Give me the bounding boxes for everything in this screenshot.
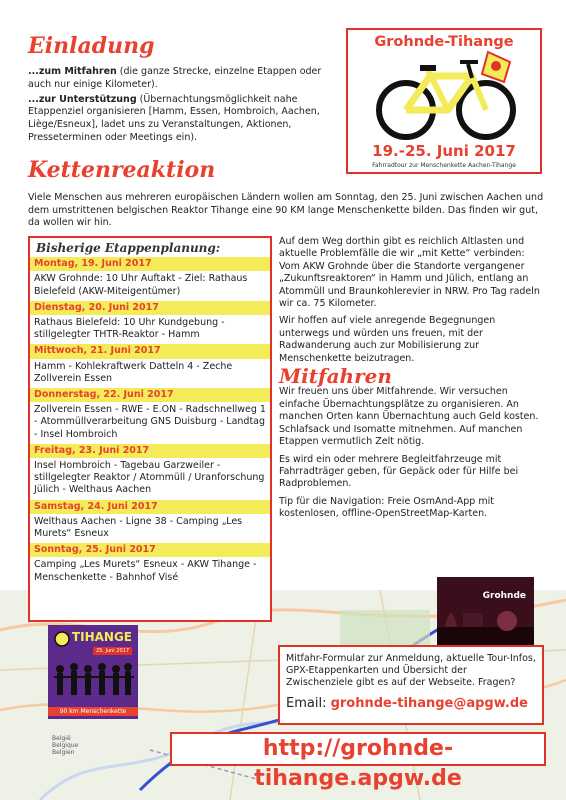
info-text: Mitfahr-Formular zur Anmeldung, aktuelle Tour-Infos, GPX-Etappenkarten und Übersicht der Zwischenziele gibt es auf der Webseite. Fragen? — [286, 653, 536, 689]
kettenreaktion-title: Kettenreaktion — [28, 157, 216, 183]
stage-desc-4: Zollverein Essen - RWE - E.ON - Radschnellweg 1 - Atommüllverarbeitung GNS Duisburg - Landtag - Insel Hombroich — [34, 404, 266, 440]
map-label-belgie: België — [52, 735, 71, 742]
photo-label: Grohnde — [482, 591, 526, 601]
people-chain-icon — [48, 625, 138, 719]
intro-bold-1: ...zum Mitfahren — [28, 66, 117, 77]
mitfahren-paragraph-1: Wir freuen uns über Mitfahrende. Wir versuchen einfache Übernachtungsplätze zu organisieren. An manchen Orten kann Übernachtung auch Geld kosten. Schlafsack und Isomatte mitnehmen. Auf manchen Etappen vermutlich Zelt nötig. — [279, 386, 539, 448]
logo-title: Grohnde-Tihange — [374, 34, 514, 50]
logo-dates: 19.-25. Juni 2017 — [372, 142, 516, 160]
map-label-belgien: Belgien — [52, 749, 75, 756]
stage-day-1: Montag, 19. Juni 2017 — [30, 257, 270, 271]
mitfahren-paragraph-3: Tip für die Navigation: Freie OsmAnd-App mit kostenlosen, offline-OpenStreetMap-Karten. — [279, 495, 494, 520]
intro-paragraph-2 — [28, 94, 346, 145]
mitfahren-title: Mitfahren — [279, 364, 392, 389]
logo-subtitle: Fahrradtour zur Menschenkette Aachen-Tihange — [372, 162, 516, 169]
info-box — [278, 645, 544, 725]
email-line — [286, 695, 536, 711]
plant-silhouette — [437, 577, 534, 652]
stage-desc-3: Hamm - Kohlekraftwerk Datteln 4 - Zeche Zollverein Essen — [34, 360, 233, 384]
stage-desc-2: Rathaus Bielefeld: 10 Uhr Kundgebung - stillgelegter THTR-Reaktor - Hamm — [34, 317, 225, 341]
stage-day-7: Sonntag, 25. Juni 2017 — [30, 543, 270, 557]
mitfahren-paragraph-2: Es wird ein oder mehrere Begleitfahrzeuge mit Fahrradträger geben, für Gepäck oder für Hilfe bei Radproblemen. — [279, 453, 519, 490]
right-column — [279, 236, 545, 526]
poster-date: 25. Juni 2017 — [93, 647, 132, 655]
map-label-belgique: Belgique — [52, 742, 79, 749]
stage-day-2: Dienstag, 20. Juni 2017 — [30, 301, 270, 315]
kettenreaktion-text: Viele Menschen aus mehreren europäischen Ländern wollen am Sonntag, den 25. Juni zwischen Aachen und dem umstrittenen belgischen Reaktor Tihange eine 90 KM lange Menschenkette bilden. Das finden wir gut, da wollen wir hin. — [28, 192, 544, 229]
grohnde-photo — [437, 577, 534, 652]
email-link[interactable]: grohnde-tihange@apgw.de — [330, 695, 528, 711]
stage-desc-1: AKW Grohnde: 10 Uhr Auftakt - Ziel: Rathaus Bielefeld (AKW-Miteigentümer) — [34, 273, 248, 297]
stage-day-6: Samstag, 24. Juni 2017 — [30, 500, 270, 514]
stage-desc-7: Camping „Les Murets“ Esneux - AKW Tihange - Menschenkette - Bahnhof Visé — [34, 559, 257, 583]
stage-plan-title: Bisherige Etappenplanung: — [36, 241, 221, 255]
intro-bold-2: ...zur Unterstützung — [28, 93, 137, 105]
stage-day-4: Donnerstag, 22. Juni 2017 — [30, 388, 270, 402]
intro-text-2: (Übernachtungsmöglichkeit nahe Etappenziel organisieren [Hamm, Essen, Hombroich, Aachen, Liège/Esneux], ladet uns zu Veranstaltungen, Aktionen, Presseterminen oder Meetings ein). — [28, 93, 320, 143]
invitation-intro — [28, 66, 346, 147]
poster-title: TIHANGE — [71, 630, 132, 644]
website-link[interactable]: http://grohnde-tihange.apgw.de — [170, 732, 546, 766]
intro-text-1: (die ganze Strecke, einzelne Etappen oder auch nur einige Kilometer). — [28, 66, 322, 90]
event-logo — [346, 28, 542, 174]
route-paragraph-1: Auf dem Weg dorthin gibt es reichlich Altlasten und aktuelle Problemfälle die wir „mit Kette“ verbinden: Vom AKW Grohnde über die Standorte vergangener „Zukunftsreaktoren“ in Hamm und Jülich, entlang an Atommüll und Braunkohlerevier in NRW. Pro Tag radeln wir ca. 75 Kilometer. — [279, 236, 540, 310]
stage-day-3: Mittwoch, 21. Juni 2017 — [30, 344, 270, 358]
intro-paragraph-1 — [28, 66, 346, 92]
stage-desc-5: Insel Hombroich - Tagebau Garzweiler - stillgelegter Reaktor / Atommüll / Uranforschung Jülich - Welthaus Aachen — [34, 460, 265, 496]
stage-day-5: Freitag, 23. Juni 2017 — [30, 444, 270, 458]
map-country-labels — [52, 735, 78, 756]
poster-banner: 90 km Menschenkette — [48, 707, 138, 716]
stage-desc-6: Welthaus Aachen - Ligne 38 - Camping „Les Murets“ Esneux — [34, 515, 243, 540]
stage-plan-box — [28, 236, 272, 622]
bicycle-icon — [348, 48, 544, 148]
tihange-poster — [48, 625, 138, 719]
route-paragraph-2: Wir hoffen auf viele anregende Begegnungen unterwegs und würden uns freuen, mit der Radwanderung auch zur Mobilisierung zur Menschenkette beizutragen. — [279, 315, 496, 364]
invitation-title: Einladung — [28, 33, 155, 59]
email-label: Email: — [286, 695, 327, 711]
